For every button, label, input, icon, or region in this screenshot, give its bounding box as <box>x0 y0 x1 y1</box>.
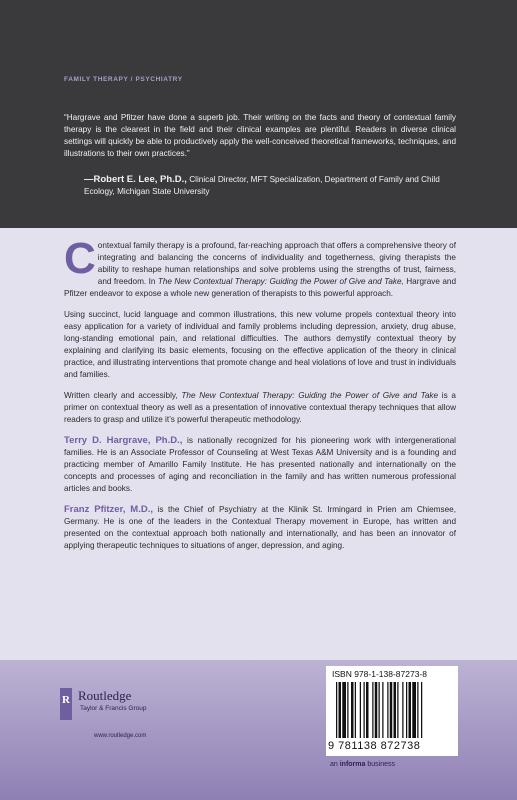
description-paragraph-2: Using succinct, lucid language and common illustrations, this new volume propels contextual theory into easy application for a variety of individual and family problems including depression, anxiety, drug abuse, long-standing emotional pain, and relational difficulties. The authors demystify contextual theory by explaining and clarifying its basic elements, focusing on the effective application of the theory in clinical practice, and illustrating interventions that promote change and heal violations of love and trust in individuals and families. <box>64 310 456 379</box>
endorsement-attribution <box>84 174 464 198</box>
author-name: Terry D. Hargrave, Ph.D., <box>64 435 183 446</box>
endorsement-quote: “Hargrave and Pfitzer have done a superb job. Their writing on the facts and theory of contextual family therapy is the clearest in the field and their clinical examples are plentiful. Readers in diverse clinical settings will quickly be able to productively apply the well-conceived theoretical frameworks, techniques, and illustrations to their own practices.” <box>64 113 456 158</box>
drop-cap: C <box>64 234 96 283</box>
book-title-inline: The New Contextual Therapy: Guiding the Power of Give and Take <box>181 391 439 400</box>
routledge-logo-icon: R <box>60 688 72 720</box>
author-bio-2: Franz Pfitzer, M.D., is the Chief of Psychiatry at the Klinik St. Irmingard in Prien am Chiemsee, Germany. He is one of the leaders in the Contextual Therapy movement in Europe, has written and presented on the contextual approach both nationally and internationally, and has been an innovator of applying therapeutic techniques to situations of anger, depression, and aging. <box>64 504 456 550</box>
isbn-text: ISBN 978-1-138-87273-8 <box>332 669 427 679</box>
publisher-url: www.routledge.com <box>94 733 147 739</box>
top-band <box>0 0 517 228</box>
author-bio-1: Terry D. Hargrave, Ph.D., is nationally recognized for his pioneering work with intergenerational families. He is an Associate Professor of Counseling at West Texas A&M University and is a founding and practicing member of Amarillo Family Institute. He has presented nationally and internationally on the concepts and processes of aging and reconciliation in the family and has written numerous professional articles and books. <box>64 435 456 493</box>
informa-tagline: an informa business <box>330 761 395 768</box>
book-title-inline: The New Contextual Therapy: Guiding the Power of Give and Take, <box>157 277 404 286</box>
description-paragraph-3: Written clearly and accessibly, The New Contextual Therapy: Guiding the Power of Give and Take is a primer on contextual theory as well as a presentation of innovative contextual therapy techniques that allow readers to grasp and utilize it’s powerful therapeutic methodology. <box>64 391 456 424</box>
author-name: Franz Pfitzer, M.D., <box>64 504 153 515</box>
category-label: FAMILY THERAPY / PSYCHIATRY <box>64 76 183 83</box>
endorser-name: —Robert E. Lee, Ph.D., <box>84 174 187 185</box>
barcode-icon <box>336 682 450 738</box>
endorser-affiliation: Clinical Director, MFT Specialization, Department of Family and Child Ecology, Michigan State University <box>84 175 440 196</box>
book-description <box>64 234 456 561</box>
barcode-panel <box>326 666 458 756</box>
publisher-group: Taylor & Francis Group <box>80 705 147 712</box>
description-paragraph-1: Contextual family therapy is a profound, far-reaching approach that offers a comprehensive theory of integrating and balancing the concerns of individuality and togetherness, giving therapists the ability to reshape human relationships and solve problems using the strengths of trust, fairness, and freedom. In The New Contextual Therapy: Guiding the Power of Give and Take, Hargrave and Pfitzer endeavor to expose a whole new generation of therapists to this powerful approach. <box>64 234 456 298</box>
publisher-name: Routledge <box>78 688 132 703</box>
barcode-number: 9 781138 872738 <box>328 740 421 752</box>
